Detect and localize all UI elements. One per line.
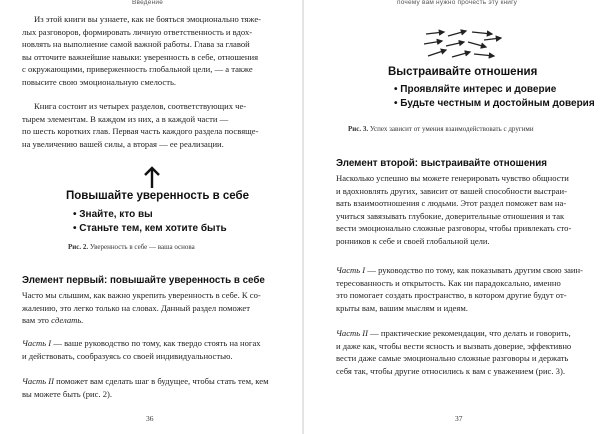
text-line: тырем элементам. В каждом из них, а в каждой части —	[22, 113, 229, 124]
text-line: вать взаимоотношения с людьми. Этот раздел поможет вам на-	[336, 198, 567, 209]
text-line: учиться завязывать глубокие, доверительные отношения и так	[336, 210, 565, 221]
text-line: это помогает создать пространство, в котором другие будут от-	[336, 290, 567, 301]
page-number: 37	[455, 414, 463, 423]
text-line: вам это сделать.	[22, 315, 84, 326]
part1-paragraph	[22, 337, 284, 362]
figure-caption	[348, 125, 534, 133]
section-heading: Элемент второй: выстраивайте отношения	[336, 158, 547, 169]
text-line: жалению, это легко только на словах. Данный раздел поможет	[22, 302, 250, 313]
text-line: себя так, чтобы другие относились к вам с уважением (рис. 3).	[336, 365, 565, 376]
text-line: тересованность и открытость. Как ни парадоксально, именно	[336, 277, 561, 288]
caption-text: Уверенность в себе — ваша основа	[89, 243, 195, 251]
text-line: по шесть коротких глав. Первая часть каждого раздела посвяще-	[22, 126, 259, 137]
up-arrow-icon	[140, 165, 164, 189]
left-page	[0, 0, 303, 434]
caption-label: Рис. 2.	[68, 243, 89, 251]
text-line: и действовать, сообразуясь со своей индивидуальностью.	[22, 350, 233, 361]
text-line: и даже как, чтобы вести ясность и вызвать доверие, эффективно	[336, 340, 572, 351]
text-line: Часть I — руководство по тому, как показывать другим свою заин-	[336, 265, 583, 275]
figure-caption	[68, 243, 195, 251]
text-line: Из этой книги вы узнаете, как не бояться эмоционально тяже-	[34, 14, 262, 24]
figure-bullet: • Проявляйте интерес и доверие	[394, 84, 557, 95]
running-head: почему вам нужно прочесть эту книгу	[397, 0, 518, 6]
figure-bullet: • Знайте, кто вы	[73, 209, 153, 220]
arrows-cluster-icon	[422, 28, 504, 64]
part-label: Часть II	[22, 376, 55, 386]
part2-paragraph	[22, 375, 284, 400]
part-label: Часть I	[336, 265, 366, 275]
text-line: Часть II — практические рекомендации, что делать и говорить,	[336, 328, 571, 338]
part-label: Часть I	[22, 338, 52, 348]
text-line: вести даже самые эмоционально сложные разговоры и держать	[336, 353, 569, 364]
part1-paragraph	[336, 264, 593, 314]
running-head: Введение	[132, 0, 164, 6]
right-page	[304, 0, 608, 434]
section-paragraph	[336, 172, 593, 248]
caption-text: Успех зависит от умения взаимодействовать с другими	[369, 125, 534, 133]
text-line: вести эмоционально сложные разговоры, чтобы привлекать сто-	[336, 223, 572, 234]
figure-title: Повышайте уверенность в себе	[66, 190, 250, 202]
figure-bullet: • Станьте тем, кем хотите быть	[73, 223, 227, 234]
text-line: Часто мы слышим, как важно укрепить уверенность в себе. К со-	[22, 290, 261, 300]
text-line: на увеличению вашей силы, а вторая — ее реализации.	[22, 138, 224, 149]
text-line: вы отточите важнейшие навыки: уверенность в себе, отношения	[22, 51, 259, 62]
figure-title: Выстраивайте отношения	[388, 66, 538, 78]
figure-bullets	[73, 208, 227, 236]
text-line: лых разговоров, формировать личную ответственность и вдох-	[22, 26, 253, 37]
page-number: 36	[146, 414, 154, 423]
text-line: Часть II поможет вам сделать шаг в будущее, чтобы стать тем, кем	[22, 376, 269, 386]
intro-paragraph	[22, 13, 284, 89]
text-line: и вдохновлять других, зависит от вашей способности выстраи-	[336, 185, 567, 196]
caption-label: Рис. 3.	[348, 125, 369, 133]
figure-bullet: • Будьте честным и достойным доверия	[394, 98, 595, 109]
structure-paragraph	[22, 100, 284, 150]
section-heading: Элемент первый: повышайте уверенность в себе	[22, 275, 265, 286]
text-line: с окружающими, приверженность глобальной цели, — а также	[22, 64, 253, 75]
text-line: вы можете быть (рис. 2).	[22, 388, 113, 399]
text-line: Часть I — ваше руководство по тому, как твердо стоять на ногах	[22, 338, 261, 348]
text-line: повысите свою эмоциональную смелость.	[22, 76, 177, 87]
text-line: Насколько успешно вы можете генерировать чувство общности	[336, 173, 569, 183]
figure-bullets	[394, 83, 595, 111]
text-line: новлять на выполнение самой важной работы. Глава за главой	[22, 39, 250, 50]
section-paragraph	[22, 289, 284, 327]
part2-paragraph	[336, 327, 593, 377]
text-line: ронников к себе и своей глобальной цели.	[336, 235, 490, 246]
text-line: крыты вам, вашим мыслям и идеям.	[336, 302, 468, 313]
part-label: Часть II	[336, 328, 369, 338]
text-line: Книга состоит из четырех разделов, соответствующих че-	[34, 101, 247, 111]
